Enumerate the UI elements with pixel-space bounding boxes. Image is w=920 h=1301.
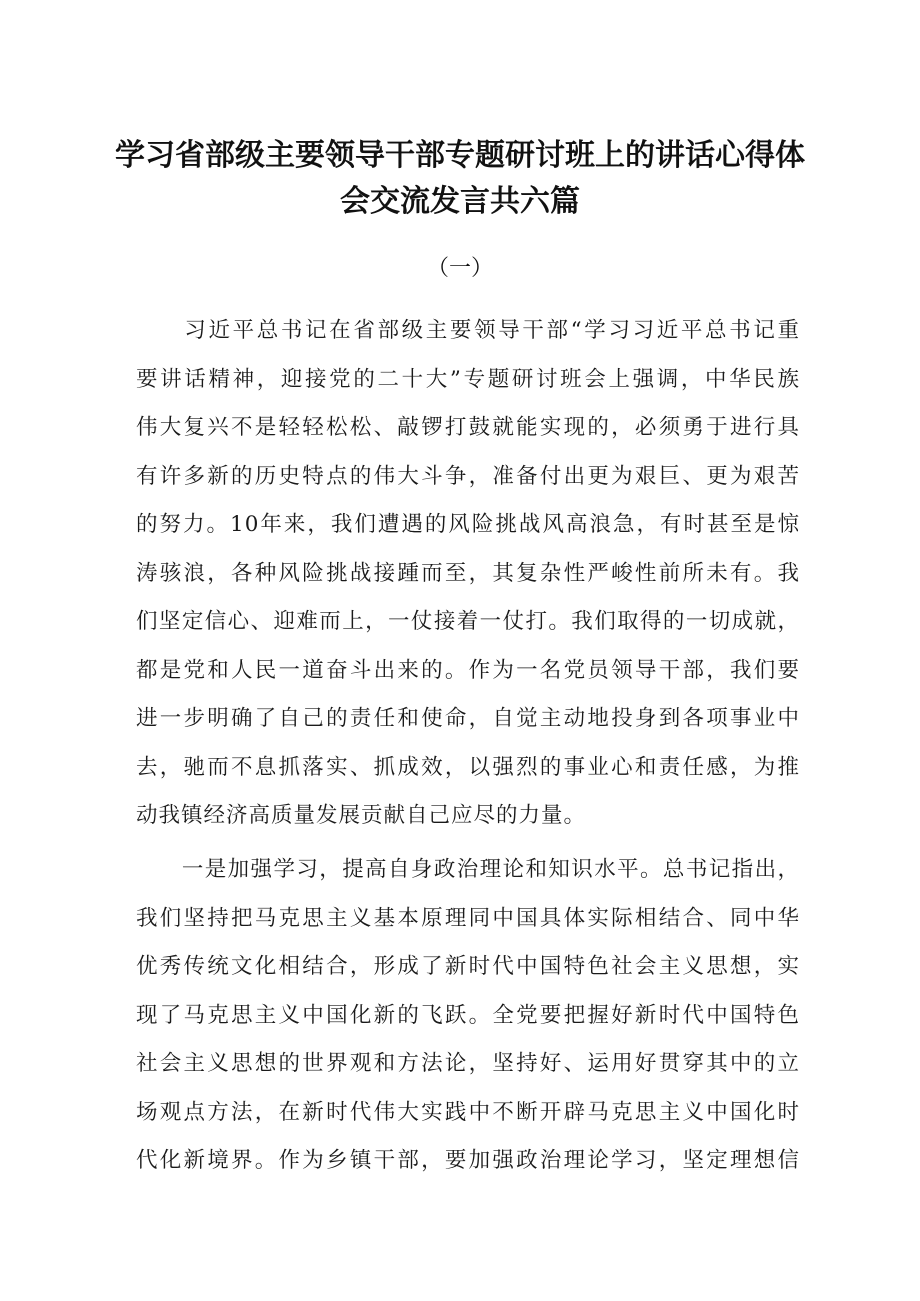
section-number: （一） [426,256,493,281]
document-title [100,133,820,225]
paragraph-line: 我们坚持把马克思主义基本原理同中国具体实际相结合、同中华 [136,905,800,931]
paragraph-line: 动我镇经济高质量发展贡献自己应尽的力量。 [136,803,587,828]
paragraph-line: 要讲话精神，迎接党的二十大”专题研讨班会上强调，中华民族 [136,366,800,392]
paragraph-2 [136,846,800,1186]
paragraph-line: 涛骇浪，各种风险挑战接踵而至，其复杂性严峻性前所未有。我 [136,560,800,586]
title-line-1: 学习省部级主要领导干部专题研讨班上的讲话心得体 [115,138,805,173]
paragraph-line: 习近平总书记在省部级主要领导干部“学习习近平总书记重 [136,318,800,343]
paragraph-line: 伟大复兴不是轻轻松松、敲锣打鼓就能实现的，必须勇于进行具 [136,415,800,440]
paragraph-line: 的努力。10年来，我们遭遇的风险挑战风高浪急，有时甚至是惊 [136,512,800,537]
paragraph-line: 们坚定信心、迎难而上，一仗接着一仗打。我们取得的一切成就， [136,609,800,634]
paragraph-line: 有许多新的历史特点的伟大斗争，准备付出更为艰巨、更为艰苦 [136,463,800,489]
paragraph-line: 去，驰而不息抓落实、抓成效，以强烈的事业心和责任感，为推 [136,754,800,780]
paragraph-line: 社会主义思想的世界观和方法论，坚持好、运用好贯穿其中的立 [136,1051,800,1076]
paragraph-line: 代化新境界。作为乡镇干部，要加强政治理论学习，坚定理想信 [136,1148,800,1173]
paragraph-line: 都是党和人民一道奋斗出来的。作为一名党员领导干部，我们要 [136,657,800,683]
paragraph-line: 进一步明确了自己的责任和使命，自觉主动地投身到各项事业中 [136,706,800,731]
paragraph-line: 优秀传统文化相结合，形成了新时代中国特色社会主义思想，实 [136,954,800,979]
paragraph-line: 现了马克思主义中国化新的飞跃。全党要把握好新时代中国特色 [136,1002,800,1028]
paragraph-1 [136,307,800,841]
title-line-2: 会交流发言共六篇 [340,184,580,219]
paragraph-line: 场观点方法，在新时代伟大实践中不断开辟马克思主义中国化时 [136,1099,800,1125]
paragraph-line: 一是加强学习，提高自身政治理论和知识水平。总书记指出， [136,857,800,882]
